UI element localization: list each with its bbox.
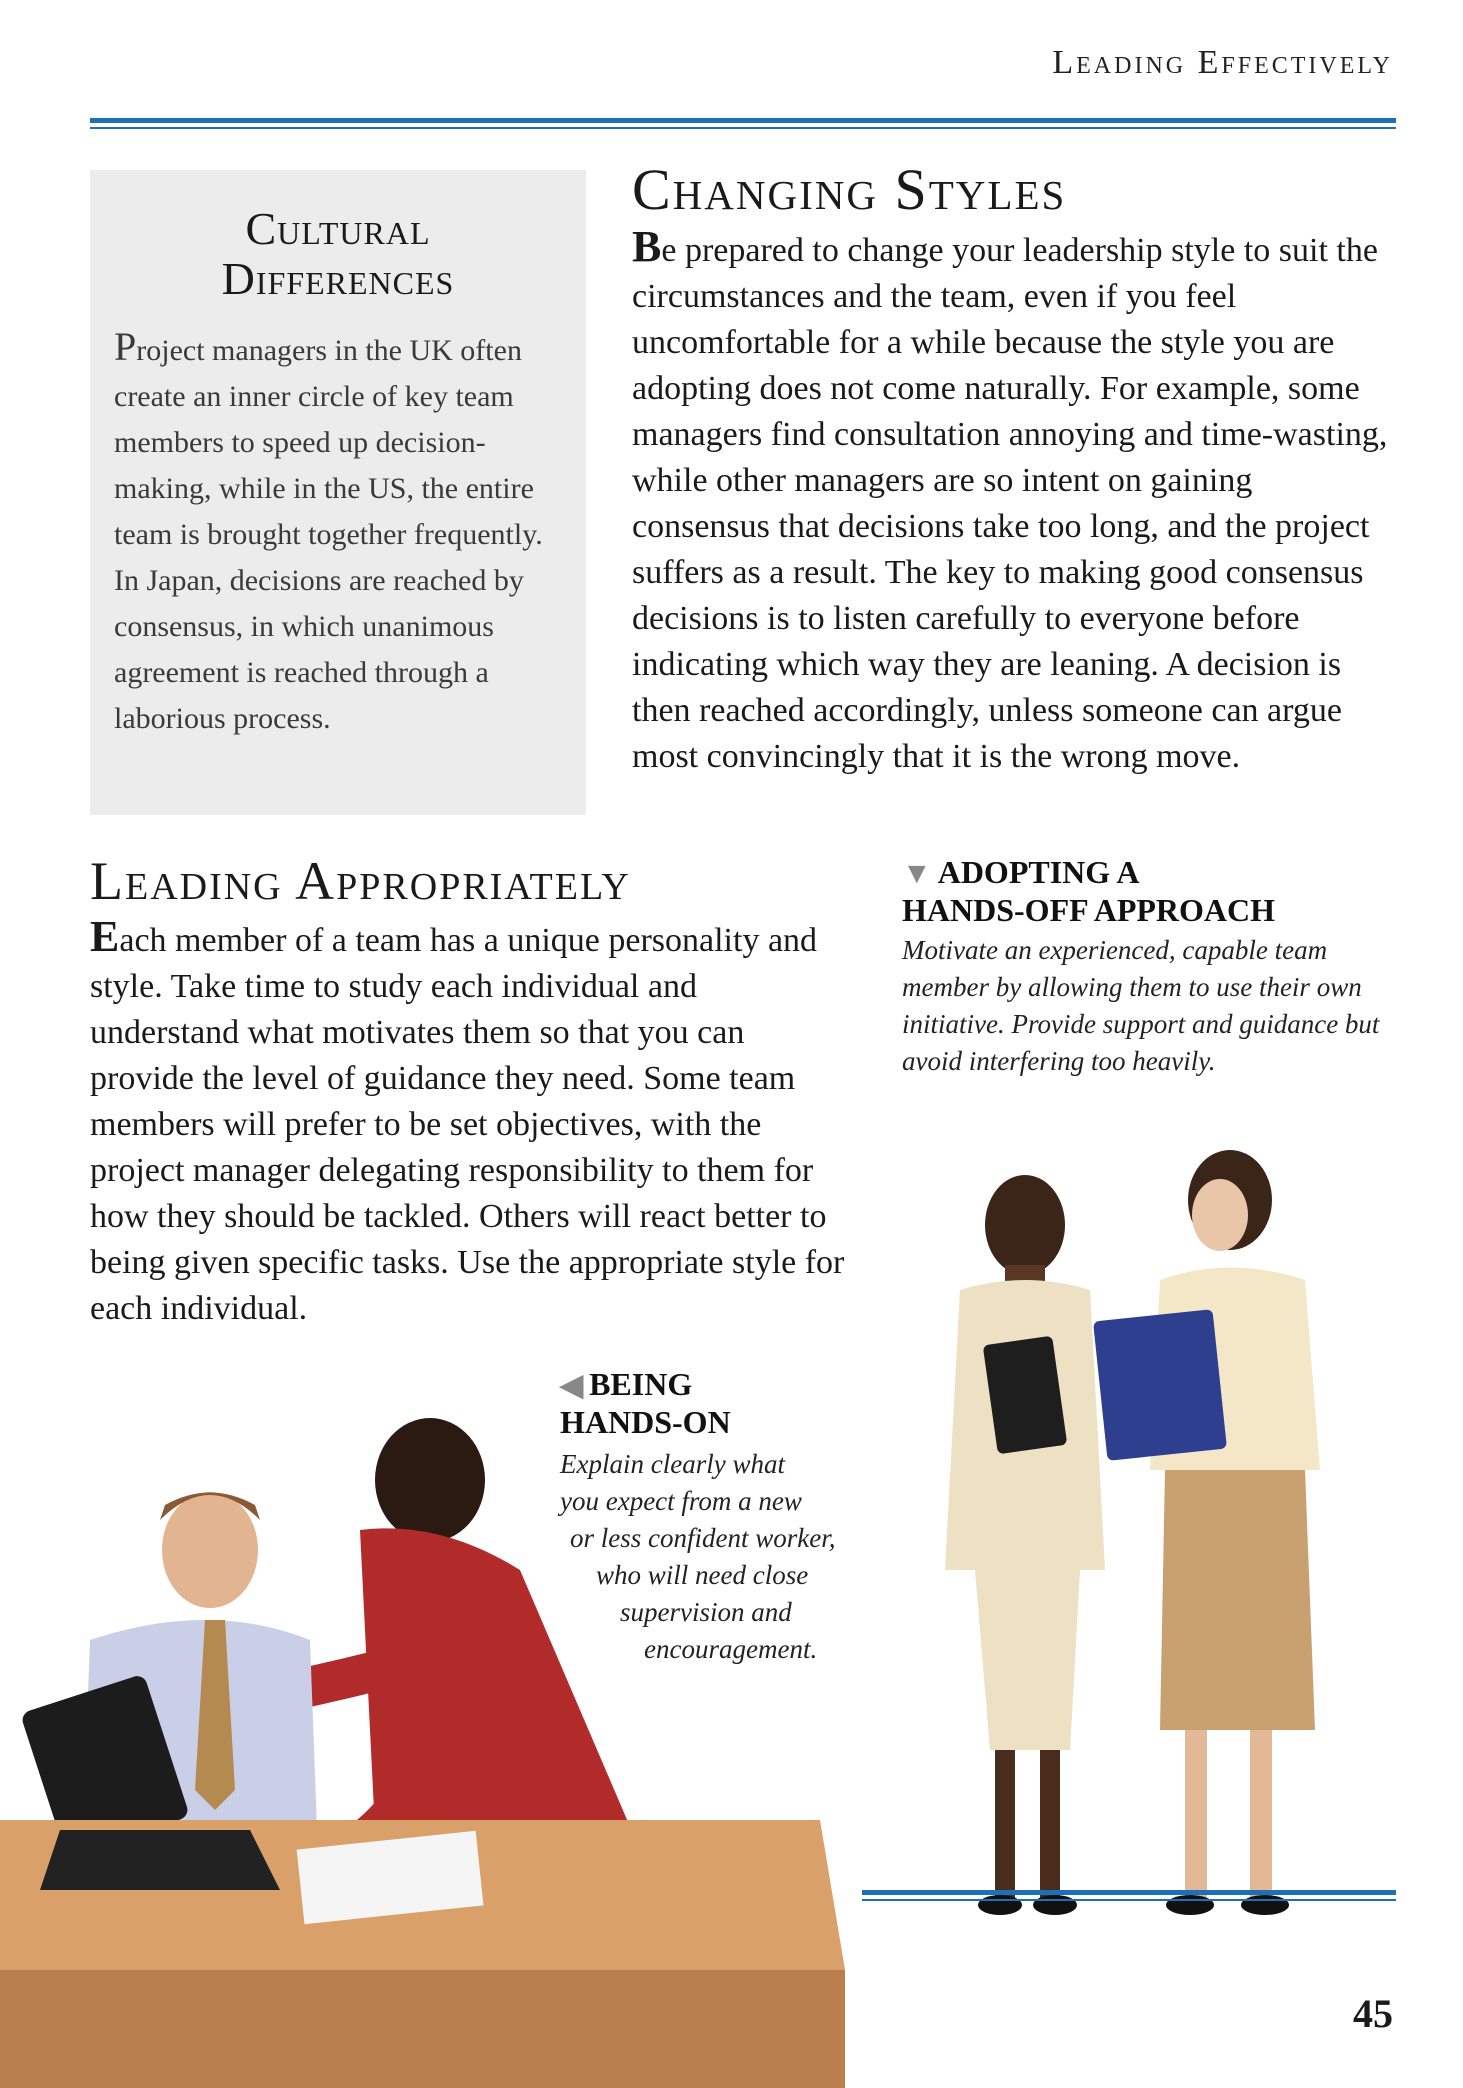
top-rule bbox=[90, 118, 1396, 123]
sidebar-dropcap: P bbox=[114, 324, 137, 369]
changing-styles-title: Changing Styles bbox=[632, 157, 1067, 222]
caption-hands-on-title-line1: BEING bbox=[589, 1366, 693, 1402]
changing-styles-section bbox=[632, 158, 1398, 780]
triangle-down-icon: ▼ bbox=[902, 857, 932, 890]
triangle-left-icon: ◀ bbox=[560, 1369, 584, 1402]
caption-hands-on-line1: Explain clearly what bbox=[560, 1449, 785, 1479]
sidebar-title bbox=[90, 204, 586, 304]
caption-hands-off bbox=[902, 854, 1402, 1080]
caption-hands-on-line2: you expect from a new bbox=[560, 1486, 802, 1516]
caption-hands-on-line3: or less confident worker, bbox=[570, 1523, 836, 1553]
changing-styles-text: e prepared to change your leadership style to suit the circumstances and the team, even if you feel uncomfortable for a while because the style you are adopting does not come naturally. For example, some managers find consultation annoying and time-wasting, while other managers are so intent on gaining consensus that decisions take too long, and the project suffers as a result. The key to making good consensus decisions is to listen carefully to everyone before indicating which way they are leaning. A decision is then reached accordingly, unless someone can argue most convincingly that it is the wrong move. bbox=[632, 232, 1388, 775]
bottom-rule-thin bbox=[862, 1899, 1396, 1901]
leading-appropriately-dropcap: E bbox=[90, 912, 120, 961]
caption-hands-off-title-line1: ADOPTING A bbox=[937, 854, 1140, 890]
caption-hands-on-line4: who will need close bbox=[596, 1560, 809, 1590]
page-number: 45 bbox=[1353, 1991, 1393, 2036]
leading-appropriately-section bbox=[90, 850, 850, 1332]
photo-two-women bbox=[920, 1140, 1340, 1940]
sidebar-title-line2: Differences bbox=[221, 253, 455, 304]
desk bbox=[0, 1820, 845, 2088]
sidebar-title-line1: Cultural bbox=[245, 203, 431, 254]
sidebar-body-text: roject managers in the UK often create an inner circle of key team members to speed up decision-making, while in the US, the entire team is brought together frequently. In Japan, decisions are reached by consensus, in which unanimous agreement is reached through a laborious process. bbox=[114, 334, 543, 735]
top-rule-thin bbox=[90, 127, 1396, 129]
leading-appropriately-text: ach member of a team has a unique personality and style. Take time to study each individual and understand what motivates them so that you can provide the level of guidance they need. Some team members will prefer to be set objectives, with the project manager delegating responsibility to them for how they should be tackled. Others will react better to being given specific tasks. Use the appropriate style for each individual. bbox=[90, 922, 845, 1327]
caption-hands-on-title-line2: HANDS-ON bbox=[560, 1404, 731, 1440]
caption-hands-on-line6: encouragement. bbox=[644, 1634, 818, 1664]
caption-hands-on-line5: supervision and bbox=[620, 1597, 792, 1627]
changing-styles-dropcap: B bbox=[632, 222, 662, 271]
left-woman-figure bbox=[945, 1175, 1105, 1915]
right-woman-figure bbox=[1093, 1150, 1320, 1915]
bottom-rule bbox=[862, 1890, 1396, 1895]
caption-hands-off-text: Motivate an experienced, capable team member by allowing them to use their own initiative. Provide support and guidance but avoid interfering too heavily. bbox=[902, 935, 1380, 1076]
leading-appropriately-body bbox=[90, 914, 850, 1332]
sidebar-body bbox=[114, 324, 556, 742]
photo-desk-scene bbox=[0, 1370, 860, 2088]
caption-hands-off-title-line2: HANDS-OFF APPROACH bbox=[902, 892, 1276, 928]
running-head: Leading Effectively bbox=[1052, 44, 1393, 81]
leading-appropriately-title: Leading Appropriately bbox=[90, 851, 631, 911]
changing-styles-body bbox=[632, 224, 1398, 780]
sidebar-box bbox=[90, 170, 586, 815]
caption-hands-off-title bbox=[902, 854, 1402, 928]
